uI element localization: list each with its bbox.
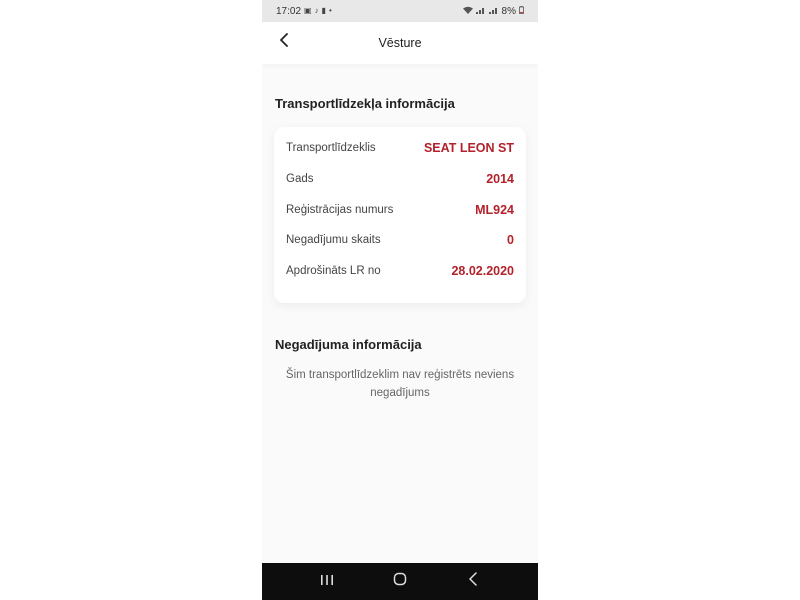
status-left (276, 6, 332, 17)
info-label: Negadījumu skaits (286, 234, 381, 246)
battery-percent: 8% (501, 5, 516, 17)
chevron-left-icon (279, 33, 289, 52)
status-time: 17:02 (276, 5, 302, 17)
home-button[interactable] (385, 567, 415, 597)
info-row-accidents (286, 230, 514, 250)
info-value: 0 (507, 233, 514, 247)
info-value: 2014 (486, 172, 514, 186)
home-icon (393, 572, 407, 591)
info-label: Apdrošināts LR no (286, 265, 381, 277)
info-value: ML924 (475, 203, 514, 217)
signal-icon (476, 6, 486, 16)
recents-button[interactable] (312, 567, 342, 597)
phone-screen (262, 0, 538, 600)
lock-icon: ▮ (321, 6, 326, 15)
nav-back-icon (468, 572, 478, 591)
info-row-year (286, 169, 514, 189)
vehicle-section-title: Transportlīdzekļa informācija (275, 96, 455, 111)
info-value: SEAT LEON ST (423, 141, 514, 155)
info-row-insured (286, 261, 514, 281)
info-label: Transportlīdzeklis (286, 142, 376, 154)
recents-icon (320, 573, 334, 591)
accident-section-title: Negadījuma informācija (275, 337, 422, 352)
page-title: Vēsture (378, 36, 422, 50)
vehicle-info-card (274, 127, 526, 303)
info-label: Reģistrācijas numurs (286, 204, 394, 216)
app-header (262, 22, 538, 64)
dot-icon: • (329, 6, 332, 15)
info-row-registration (286, 200, 514, 220)
status-bar (262, 0, 538, 22)
gallery-icon: ▣ (304, 6, 312, 15)
info-value: 28.02.2020 (451, 264, 514, 278)
signal-icon-2 (489, 6, 499, 16)
status-right (463, 6, 524, 17)
wifi-icon (463, 6, 473, 16)
nav-back-button[interactable] (458, 567, 488, 597)
tiktok-icon: ♪ (314, 6, 319, 15)
info-label: Gads (286, 173, 314, 185)
info-row-vehicle (286, 138, 514, 158)
battery-icon (519, 6, 524, 16)
back-button[interactable] (274, 32, 294, 52)
system-nav-bar (262, 563, 538, 600)
empty-state-message: Šim transportlīdzeklim nav reģistrēts neviens negadījums (285, 369, 515, 399)
